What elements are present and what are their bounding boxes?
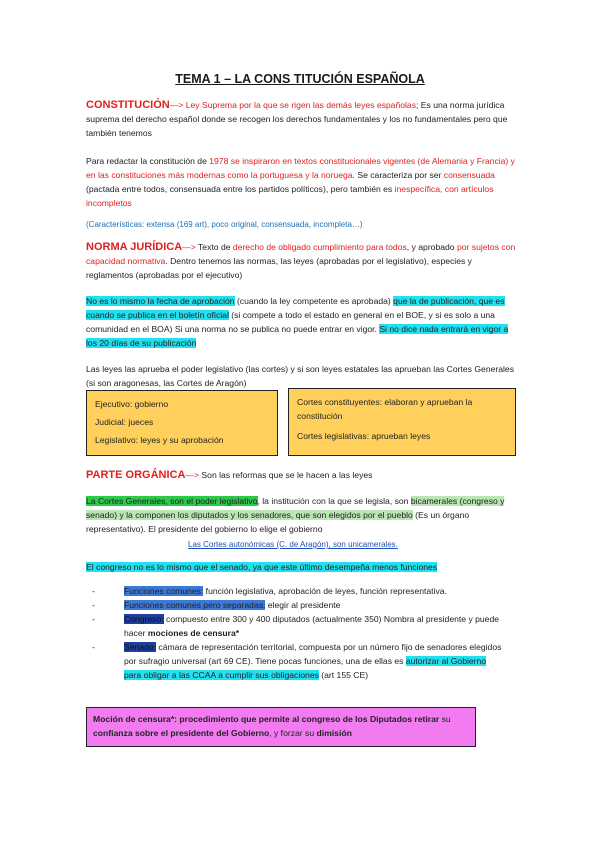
cortes-paragraph: La Cortes Generales, son el poder legislativo, la institución con la que se legisla, son bicamerales (congreso y senado) y la componen los diputados y los senadores, que son elegidos por el pueblo (Es un órgano representativo). El presidente del gobierno lo elige el gobierno bbox=[86, 496, 505, 534]
leyes-paragraph: Las leyes las aprueba el poder legislativo (las cortes) y si son leyes estatales las aprueban las Cortes Generales (si son aragonesas, las Cortes de Aragón) bbox=[86, 364, 515, 388]
poder-judicial: Judicial: jueces bbox=[95, 417, 154, 427]
page-title: TEMA 1 – LA CONS TITUCIÓN ESPAÑOLA bbox=[175, 72, 425, 86]
redactar-paragraph: Para redactar la constitución de 1978 se inspiraron en textos constitucionales vigentes (de Alemania y Francia) y en las constituciones más modernas como la portuguesa y la noruega. Se caracteriza por ser consensuada (pactada entre todos, consensuada entre los partidos políticos), pero también es inespecífica, con artículos incompletos bbox=[86, 156, 515, 208]
list-item: - Congreso: compuesto entre 300 y 400 diputados (actualmente 350) Nombra al presidente y puede hacer mociones de censura* bbox=[92, 614, 500, 638]
constitucion-definition: Ley Suprema por la que se rigen las demás leyes españolas bbox=[185, 100, 417, 110]
cortes-legislativas: Cortes legislativas: aprueban leyes bbox=[297, 431, 431, 441]
mocion-censura-box: Moción de censura*: procedimiento que permite al congreso de los Diputados retirar su confianza sobre el presidente del Gobierno, y forzar su dimisión bbox=[86, 707, 476, 747]
poder-ejecutivo: Ejecutivo: gobierno bbox=[95, 399, 169, 409]
norma-paragraph: NORMA JURÍDICA—> Texto de derecho de obligado cumplimiento para todos, y aprobado por sujetos con capacidad normativa. Dentro tenemos las normas, las leyes (aprobadas por el legislativo), especies y reglamentos (aprobadas por el ejecutivo) bbox=[86, 241, 516, 280]
cortes-constituyentes: Cortes constituyentes: elaboran y aprueban la constitución bbox=[297, 397, 473, 421]
congreso-paragraph: El congreso no es lo mismo que el senado, ya que este último desempeña menos funciones bbox=[86, 562, 438, 572]
constitucion-heading: CONSTITUCIÓN bbox=[86, 99, 170, 111]
poderes-box bbox=[86, 390, 278, 456]
list-item: - Funciones comunes: función legislativa, aprobación de leyes, función representativa. bbox=[92, 586, 447, 596]
cortes-autonomicas-link[interactable]: Las Cortes autonómicas (C. de Aragón), son unicamerales. bbox=[188, 540, 398, 549]
constitucion-paragraph: CONSTITUCIÓN—> Ley Suprema por la que se rigen las demás leyes españolas; Es una norma jurídica suprema del derecho español donde se recogen los derechos fundamentales y los no fundamentales pero que también tenemos bbox=[86, 99, 508, 138]
list-item: - Senado: cámara de representación territorial, compuesta por un número fijo de senadores elegidos por sufragio universal (art 69 CE). Tiene pocas funciones, una de ellas es autorizar al Gobierno para obligar a las CCAA a cumplir sus obligaciones (art 155 CE) bbox=[92, 642, 502, 680]
poder-legislativo: Legislativo: leyes y su aprobación bbox=[95, 435, 224, 445]
list-item: - Funciones comunes pero separadas: elegir al presidente bbox=[92, 600, 341, 610]
funciones-list bbox=[92, 584, 502, 682]
fecha-paragraph: No es lo mismo la fecha de aprobación (cuando la ley competente es aprobada) que la de publicación, que es cuando se publica en el boletín oficial (si compete a todo el estado en general en el BOE, y si es solo a una comunidad en el BOA) Si una norma no se publica no puede entrar en vigor. Si no dice nada entrará en vigor a los 20 días de su publicación bbox=[86, 296, 509, 348]
norma-heading: NORMA JURÍDICA bbox=[86, 241, 183, 253]
caracteristicas-note: (Características: extensa (169 art), poco original, consensuada, incompleta…) bbox=[86, 220, 363, 229]
parte-organica-heading: PARTE ORGÁNICA bbox=[86, 469, 186, 481]
cortes-box bbox=[288, 388, 516, 456]
parte-organica-paragraph: PARTE ORGÁNICA—> Son las reformas que se le hacen a las leyes bbox=[86, 469, 373, 481]
